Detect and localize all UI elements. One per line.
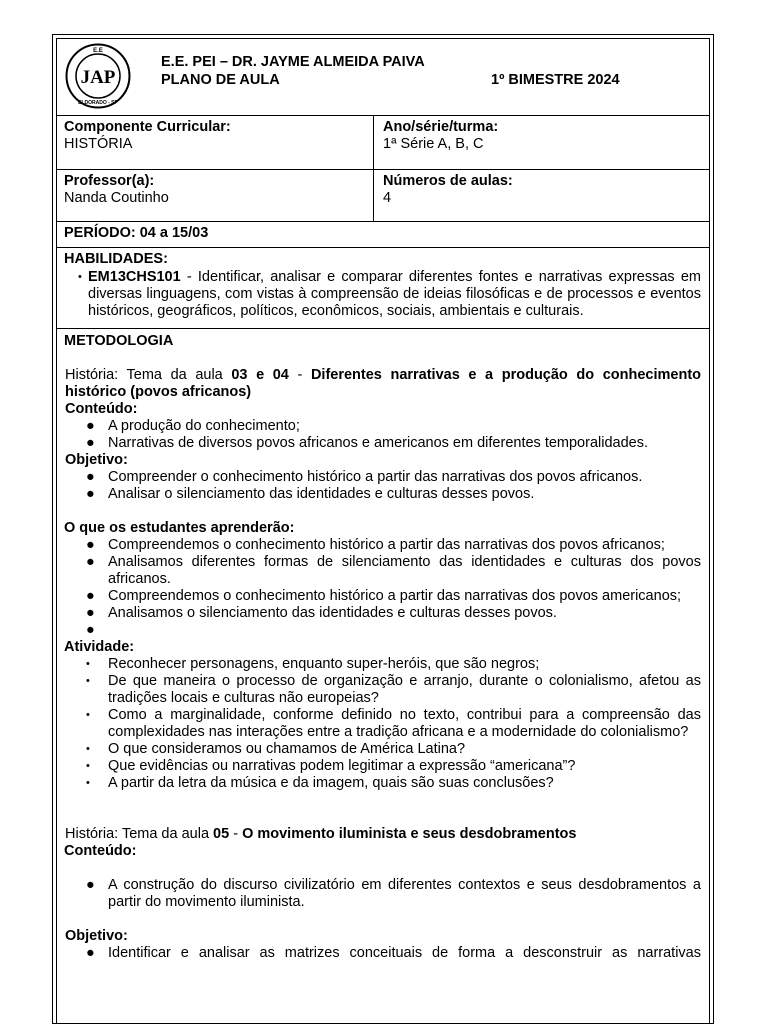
teacher-row xyxy=(57,170,709,222)
objective-label: Objetivo: xyxy=(65,452,128,468)
lesson-plan-table xyxy=(56,38,710,1024)
list-item: • A partir da letra da música e da imagem, quais são suas conclusões? xyxy=(86,775,554,791)
lesson2-title: História: Tema da aula 05 - O movimento iluminista e seus desdobramentos xyxy=(65,826,577,842)
plan-title: PLANO DE AULA xyxy=(161,72,280,88)
list-item: ● Narrativas de diversos povos africanos e americanos em diferentes temporalidades. xyxy=(86,435,648,451)
list-item: • Como a marginalidade, conforme definido no texto, contribui para a compreensão das complexidades nas interações entre a tradição africana e a modernidade do colonialismo? xyxy=(86,707,701,740)
list-item: ● Compreendemos o conhecimento histórico a partir das narrativas dos povos africanos; xyxy=(86,537,665,553)
content2-list xyxy=(64,877,701,911)
skill-item: • EM13CHS101 - Identificar, analisar e comparar diferentes fontes e narrativas expressas em diversas linguagens, com vistas à compreensão de ideias filosóficas e de processos e eventos históricos, geográficos, políticos, econômicos, sociais, ambientais e culturais. xyxy=(78,269,701,319)
skill-text: - Identificar, analisar e comparar diferentes fontes e narrativas expressas em diversas linguagens, com vistas à compreensão de ideias filosóficas e de processos e eventos históricos, geográficos, políticos, econômicos, sociais, ambientais e culturais. xyxy=(88,269,701,319)
activity-list xyxy=(64,656,701,792)
content-label: Conteúdo: xyxy=(65,401,138,417)
list-item: ● Analisamos diferentes formas de silenciamento das identidades e culturas dos povos africanos. xyxy=(86,554,701,587)
header-row xyxy=(57,39,709,116)
list-item: ● Compreender o conhecimento histórico a partir das narrativas dos povos africanos. xyxy=(86,469,643,485)
skill-code: EM13CHS101 xyxy=(88,269,181,285)
learn-label: O que os estudantes aprenderão: xyxy=(64,520,295,536)
list-item: ● xyxy=(86,622,95,638)
list-item: ● Analisamos o silenciamento das identidades e culturas desses povos. xyxy=(86,605,557,621)
activity-label: Atividade: xyxy=(64,639,135,655)
logo-top-text: E.E xyxy=(93,48,103,54)
school-name: E.E. PEI – DR. JAYME ALMEIDA PAIVA xyxy=(161,54,425,70)
objective2-list xyxy=(64,945,701,962)
logo-letters: JAP xyxy=(80,67,116,88)
list-item: • De que maneira o processo de organização e arranjo, durante o colonialismo, afetou as tradições locais e culturas não europeias? xyxy=(86,673,701,706)
school-logo xyxy=(65,43,131,109)
objective2-label: Objetivo: xyxy=(65,928,128,944)
list-item: • Que evidências ou narrativas podem legitimar a expressão “americana”? xyxy=(86,758,576,774)
component-row xyxy=(57,116,709,170)
grade-value: 1ª Série A, B, C xyxy=(383,136,484,152)
teacher-label: Professor(a): xyxy=(64,173,155,189)
component-label: Componente Curricular: xyxy=(64,119,231,135)
skills-row xyxy=(57,248,709,329)
grade-label: Ano/série/turma: xyxy=(383,119,499,135)
learn-list xyxy=(64,537,701,639)
term-label: 1º BIMESTRE 2024 xyxy=(491,72,620,88)
teacher-value: Nanda Coutinho xyxy=(64,190,169,206)
period-label: PERÍODO: 04 a 15/03 xyxy=(64,225,209,241)
lesson1-title: História: Tema da aula 03 e 04 - Diferentes narrativas e a produção do conhecimento histórico (povos africanos) xyxy=(65,367,701,400)
list-item: • Reconhecer personagens, enquanto super-heróis, que são negros; xyxy=(86,656,540,672)
list-item: • O que consideramos ou chamamos de América Latina? xyxy=(86,741,466,757)
component-value: HISTÓRIA xyxy=(64,136,133,152)
methodology-title: METODOLOGIA xyxy=(64,333,174,349)
logo-bottom-text: ELDORADO - SP xyxy=(78,100,118,106)
document-frame xyxy=(52,34,714,1024)
lessons-value: 4 xyxy=(383,190,392,206)
list-item: ● Analisar o silenciamento das identidades e culturas desses povos. xyxy=(86,486,535,502)
skills-title: HABILIDADES: xyxy=(64,251,168,267)
list-item: ● Compreendemos o conhecimento histórico a partir das narrativas dos povos americanos; xyxy=(86,588,682,604)
content2-label: Conteúdo: xyxy=(64,843,137,859)
period-row xyxy=(57,222,709,248)
lessons-label: Números de aulas: xyxy=(383,173,513,189)
list-item: ● A produção do conhecimento; xyxy=(86,418,300,434)
list-item: ● Identificar e analisar as matrizes conceituais de forma a desconstruir as narrativas xyxy=(86,945,701,961)
methodology-section xyxy=(57,329,709,1024)
list-item: ● A construção do discurso civilizatório em diferentes contextos e seus desdobramentos a partir do movimento iluminista. xyxy=(86,877,701,910)
objective-list xyxy=(64,469,701,503)
content-list xyxy=(64,418,701,452)
